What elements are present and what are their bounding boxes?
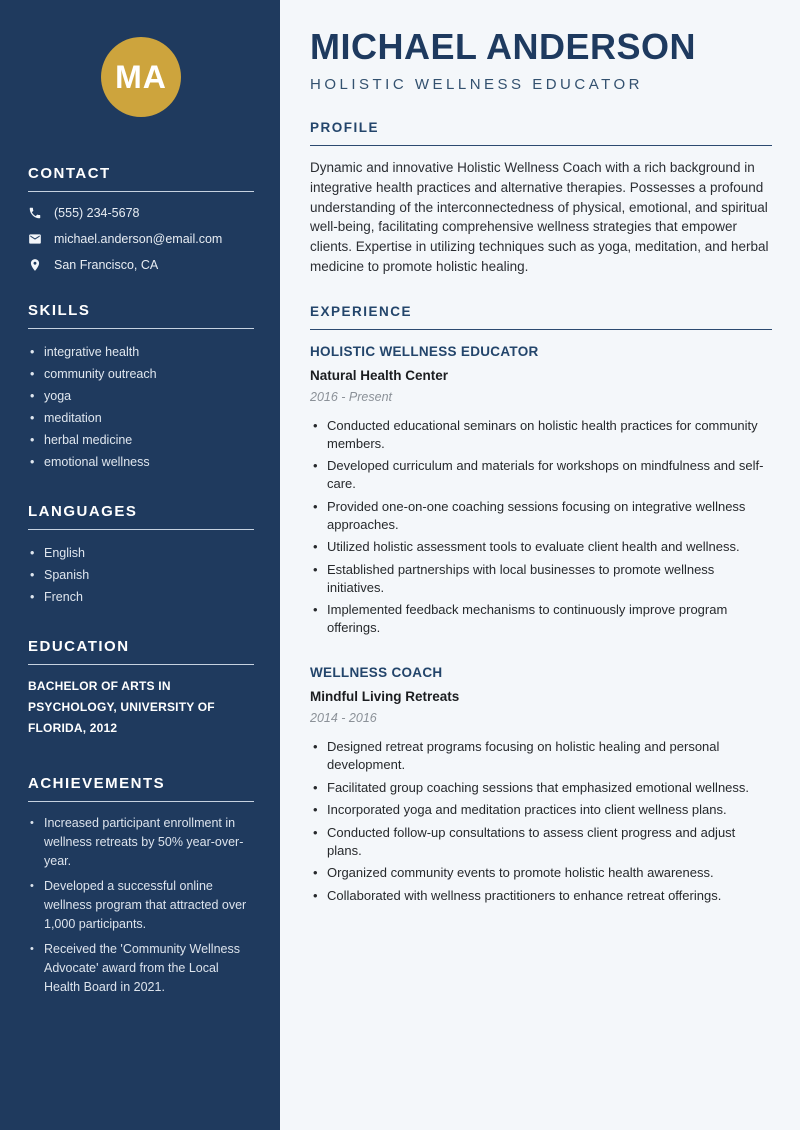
- contact-item-email: [28, 232, 254, 246]
- location-text: San Francisco, CA: [54, 258, 159, 272]
- achievement-item: • Received the 'Community Wellness Advocate' award from the Local Health Board in 2021.: [28, 940, 254, 997]
- achievements-heading: ACHIEVEMENTS: [28, 775, 254, 802]
- language-item: • English: [28, 542, 254, 564]
- job-bullet: • Conducted follow-up consultations to assess client progress and adjust plans.: [310, 824, 772, 860]
- avatar-initials: MA: [115, 58, 167, 95]
- skills-heading: SKILLS: [28, 302, 254, 329]
- person-title: HOLISTIC WELLNESS EDUCATOR: [310, 76, 643, 93]
- email-icon: [28, 232, 42, 246]
- skills-section: [28, 302, 254, 473]
- avatar-wrap: [28, 37, 254, 117]
- job-bullets: [310, 738, 772, 905]
- experience-job-1: [310, 344, 772, 638]
- email-address: michael.anderson@email.com: [54, 232, 223, 246]
- job-dates: 2014 - 2016: [310, 711, 377, 726]
- skill-item: • herbal medicine: [28, 429, 254, 451]
- skill-item: • emotional wellness: [28, 451, 254, 473]
- skill-item: • integrative health: [28, 341, 254, 363]
- main-content: [280, 0, 800, 1130]
- skill-item: • community outreach: [28, 363, 254, 385]
- languages-section: [28, 503, 254, 608]
- achievements-section: [28, 775, 254, 997]
- language-item: • Spanish: [28, 564, 254, 586]
- contact-section: [28, 165, 254, 272]
- experience-job-2: [310, 665, 772, 905]
- phone-number: (555) 234-5678: [54, 206, 140, 220]
- location-icon: [28, 258, 42, 272]
- job-dates: 2016 - Present: [310, 389, 392, 404]
- skill-item: • yoga: [28, 385, 254, 407]
- languages-list: [28, 542, 254, 608]
- job-bullet: • Conducted educational seminars on holistic health practices for community members.: [310, 417, 772, 453]
- contact-item-phone: [28, 206, 254, 220]
- phone-icon: [28, 206, 42, 220]
- contact-item-location: [28, 258, 254, 272]
- education-section: [28, 638, 254, 739]
- skills-list: [28, 341, 254, 473]
- education-heading: EDUCATION: [28, 638, 254, 665]
- achievements-list: [28, 814, 254, 997]
- job-bullets: [310, 417, 772, 638]
- job-bullet: • Established partnerships with local businesses to promote wellness initiatives.: [310, 561, 772, 597]
- sidebar: [0, 0, 280, 1130]
- job-bullet: • Incorporated yoga and meditation practices into client wellness plans.: [310, 801, 772, 819]
- person-name: MICHAEL ANDERSON: [310, 26, 697, 67]
- avatar: [101, 37, 181, 117]
- job-bullet: • Utilized holistic assessment tools to evaluate client health and wellness.: [310, 538, 772, 556]
- achievement-item: • Increased participant enrollment in wellness retreats by 50% year-over-year.: [28, 814, 254, 871]
- job-title: HOLISTIC WELLNESS EDUCATOR: [310, 343, 539, 359]
- job-bullet: • Collaborated with wellness practitioners to enhance retreat offerings.: [310, 887, 772, 905]
- experience-heading: EXPERIENCE: [310, 304, 772, 330]
- job-company: Mindful Living Retreats: [310, 689, 460, 705]
- profile-section: [310, 120, 772, 277]
- profile-text: Dynamic and innovative Holistic Wellness Coach with a rich background in integrative health practices and alternative therapies. Possesses a profound understanding of the interconnectedness of physical, emotional, and spiritual well-being, facilitating comprehensive wellness strategies that empower clients. Expertise in utilizing techniques such as yoga, meditation, and herbal medicine to promote holistic healing.: [310, 160, 769, 274]
- job-title: WELLNESS COACH: [310, 665, 443, 681]
- job-company: Natural Health Center: [310, 367, 449, 383]
- job-bullet: • Designed retreat programs focusing on holistic healing and personal development.: [310, 738, 772, 774]
- education-degree: BACHELOR OF ARTS IN PSYCHOLOGY, UNIVERSITY OF FLORIDA, 2012: [28, 679, 215, 735]
- profile-heading: PROFILE: [310, 120, 772, 146]
- contact-list: [28, 206, 254, 272]
- contact-heading: CONTACT: [28, 165, 254, 192]
- language-item: • French: [28, 586, 254, 608]
- job-bullet: • Provided one-on-one coaching sessions focusing on integrative wellness approaches.: [310, 498, 772, 534]
- job-bullet: • Developed curriculum and materials for workshops on mindfulness and self-care.: [310, 457, 772, 493]
- languages-heading: LANGUAGES: [28, 503, 254, 530]
- skill-item: • meditation: [28, 407, 254, 429]
- job-bullet: • Facilitated group coaching sessions that emphasized emotional wellness.: [310, 779, 772, 797]
- achievement-item: • Developed a successful online wellness program that attracted over 1,000 participants.: [28, 877, 254, 934]
- job-bullet: • Organized community events to promote holistic health awareness.: [310, 864, 772, 882]
- experience-section: [310, 304, 772, 905]
- job-bullet: • Implemented feedback mechanisms to continuously improve program offerings.: [310, 601, 772, 637]
